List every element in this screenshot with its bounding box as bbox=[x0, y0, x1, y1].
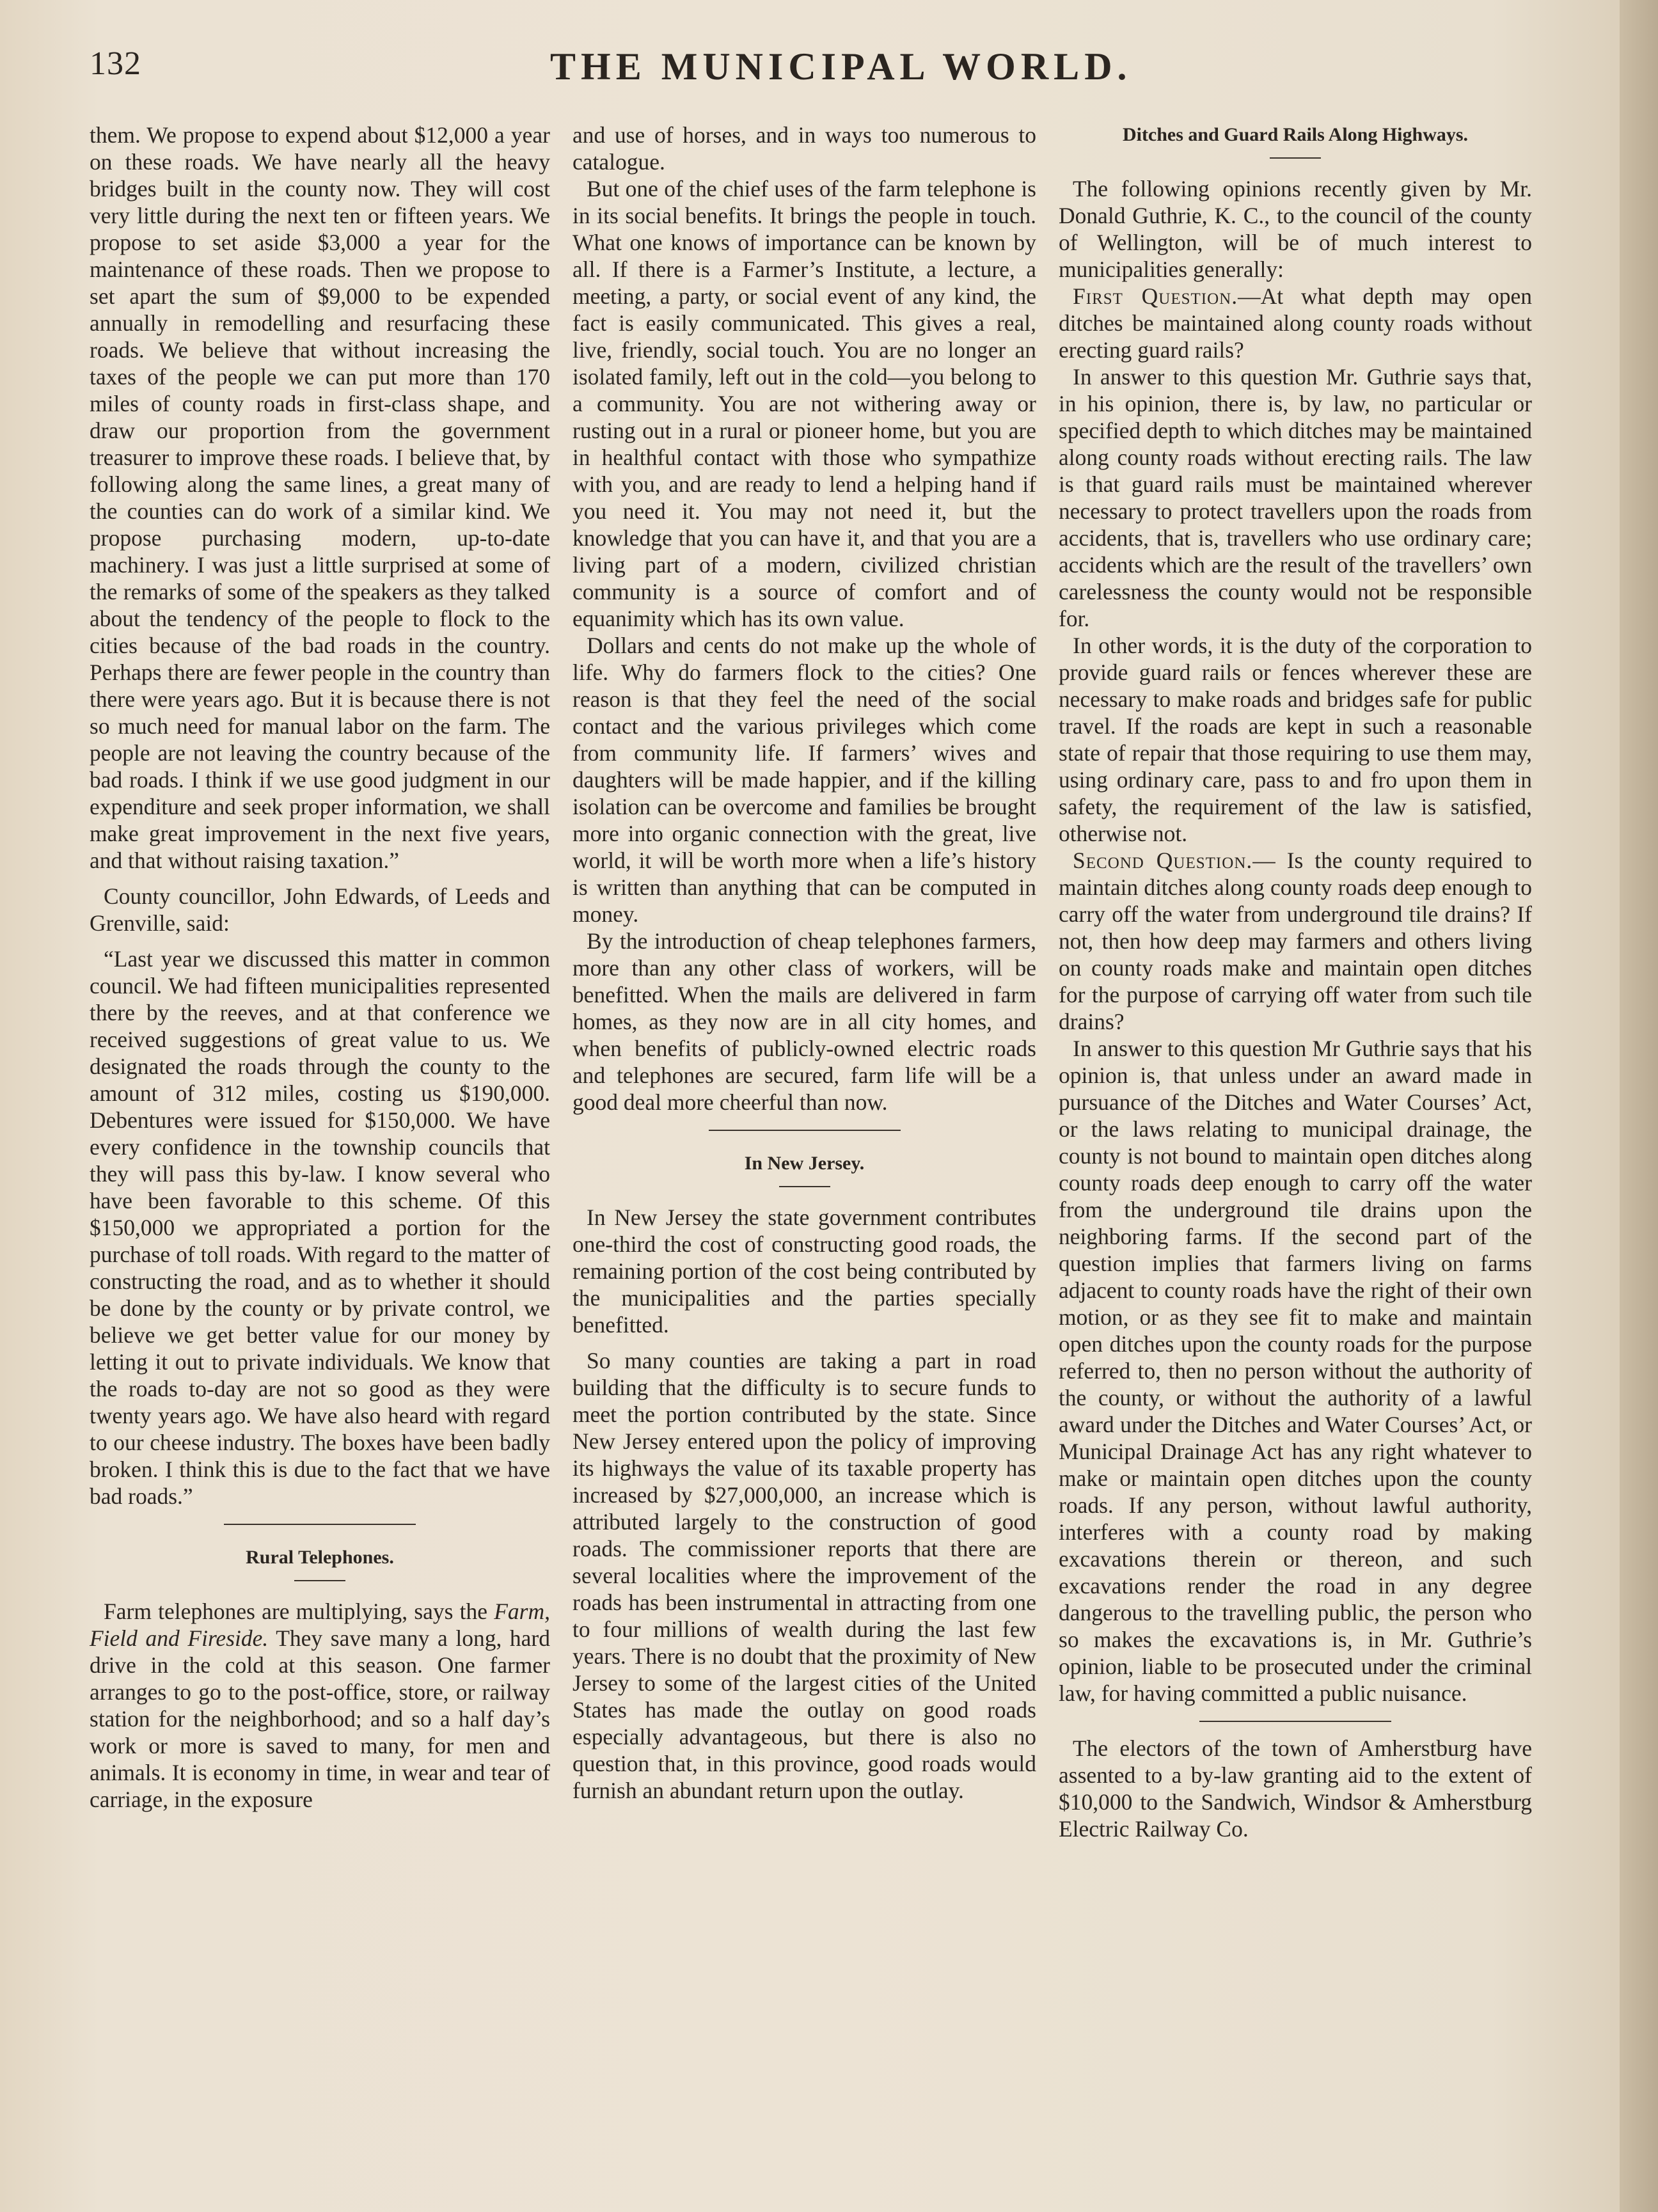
section-rule bbox=[1199, 1721, 1391, 1722]
paragraph: In other words, it is the duty of the corporation to provide guard rails or fences wherever these are necessary to make roads and bridges safe for public travel. If the roads are kept in such a reasonable state of repair that those requiring to use them may, using ordinary care, pass to and fro upon them in safety, the requirement of the law is satisfied, otherwise not. bbox=[1059, 633, 1532, 846]
text-run: — Is the county required to maintain ditches along county roads deep enough to carry off the water from underground tile drains? If not, then how deep may farmers and others living on county roads make and maintain open ditches for the purpose of carrying off water from such tile drains? bbox=[1059, 848, 1532, 1034]
question-label: Second Question. bbox=[1073, 848, 1253, 873]
text-run: —At what depth may open ditches be maintained along county roads without erecting guard rails? bbox=[1059, 283, 1532, 363]
paragraph: The following opinions recently given by Mr. Donald Guthrie, K. C., to the council of the county of Wellington, will be of much interest to municipalities generally: bbox=[1059, 176, 1532, 282]
paragraph: County councillor, John Edwards, of Leeds and Grenville, said: bbox=[90, 883, 550, 936]
paragraph: In answer to this question Mr Guthrie says that his opinion is, that unless under an award made in pursuance of the Ditches and Water Courses’ Act, or the laws relating to municipal drainage, the county is not bound to maintain open ditches along county roads deep enough to carry off the water from the underground tile drains upon the neighboring farms. If the second part of the question implies that farmers living on farms adjacent to county roads have the right of their own motion, or as they see fit to make and maintain open ditches upon the county roads for the purpose referred to, then no person without the authority of the county, or without the authority of a lawful award under the Ditches and Water Courses’ Act, or Municipal Drainage Act has any right whatever to make or maintain open ditches upon the county roads. If any person, without lawful authority, interferes with a county road by making excavations therein or thereon, and such excavations render the road in any degree dangerous to the travelling public, the person who so makes the excavations is, in Mr. Guthrie’s opinion, liable to be prosecuted under the criminal law, for having committed a public nuisance. bbox=[1059, 1036, 1532, 1706]
text-run: Farm telephones are multiplying, says the bbox=[104, 1599, 494, 1624]
heading-rule bbox=[1270, 157, 1321, 159]
paragraph bbox=[1059, 847, 1532, 1035]
heading-rule bbox=[294, 1580, 345, 1581]
paragraph: In New Jersey the state government contributes one-third the cost of constructing good roads, the remaining portion of the cost being contributed by the municipalities and the parties specially benefitted. bbox=[572, 1205, 1036, 1338]
paragraph: So many counties are taking a part in road building that the difficulty is to secure funds to meet the portion contributed by the state. Since New Jersey entered upon the policy of improving its highways the value of its taxable property has increased by $27,000,000, an increase which is attributed largely to the construction of good roads. The commissioner reports that there are several localities where the improvement of the roads has been instrumental in attracting from one to four millions of wealth during the last few years. There is no doubt that the proximity of New Jersey to some of the largest cities of the United States has made the outlay on good roads especially advantageous, but there is also no question that, in this province, good roads would furnish an abundant return upon the outlay. bbox=[572, 1348, 1036, 1803]
page-edge bbox=[1620, 0, 1658, 2212]
section-rule bbox=[709, 1130, 901, 1131]
journal-title: THE MUNICIPAL WORLD. bbox=[550, 45, 1132, 88]
paragraph: and use of horses, and in ways too numerous to catalogue. bbox=[572, 122, 1036, 175]
paragraph: By the introduction of cheap telephones farmers, more than any other class of workers, will be benefitted. When the mails are delivered in farm homes, as they now are in all city homes, and when benefits of publicly-owned electric roads and telephones are secured, farm life will be a good deal more cheerful than now. bbox=[572, 928, 1036, 1115]
paragraph: Dollars and cents do not make up the whole of life. Why do farmers flock to the cities? One reason is that they feel the need of the social contact and the various privileges which come from community life. If farmers’ wives and daughters will be made happier, and if the killing isolation can be overcome and families be brought more into organic connection with the great, live world, it will be worth more when a life’s history is written than anything that can be computed in money. bbox=[572, 633, 1036, 927]
page-number: 132 bbox=[90, 45, 141, 82]
heading-rule bbox=[779, 1186, 830, 1187]
paragraph: The electors of the town of Amherstburg have assented to a by-law granting aid to the extent of $10,000 to the Sandwich, Windsor & Amherstburg Electric Railway Co. bbox=[1059, 1735, 1532, 1842]
paragraph bbox=[1059, 283, 1532, 363]
section-rule bbox=[224, 1524, 416, 1525]
column-2 bbox=[572, 122, 1036, 1804]
section-heading-ditches: Ditches and Guard Rails Along Highways. bbox=[1122, 124, 1469, 145]
paragraph: But one of the chief uses of the farm telephone is in its social benefits. It brings the people in touch. What one knows of importance can be known by all. If there is a Farmer’s Institute, a lecture, a meeting, a party, or social event of any kind, the fact is easily communicated. This gives a real, live, friendly, social touch. You are no longer an isolated family, left out in the cold—you belong to a community. You are not withering away or rusting out in a rural or pioneer home, but you are in healthful contact with those who sympathize with you, and are ready to lend a helping hand if you need it. You may not need it, but the knowledge that you can have it, and that you are a living part of a modern, civilized christian community is a source of comfort and of equanimity which has its own value. bbox=[572, 176, 1036, 631]
section-heading-new-jersey: In New Jersey. bbox=[744, 1153, 865, 1174]
text-run: They save many a long, hard drive in the cold at this season. One farmer arranges to go to the post-office, store, or railway station for the neighborhood; and so a half day’s work or more is saved to many, for men and animals. It is economy in time, in wear and tear of carriage, in the exposure bbox=[90, 1625, 551, 1812]
paragraph: them. We propose to expend about $12,000 a year on these roads. We have nearly all the heavy bridges built in the county now. They will cost very little during the next ten or fifteen years. We propose to set aside $3,000 a year for the maintenance of these roads. Then we propose to set apart the sum of $9,000 to be expended annually in remodelling and resurfacing these roads. We believe that without increasing the taxes of the people we can put more than 170 miles of county roads in first-class shape, and draw our proportion from the government treasurer to improve these roads. I believe that, by following along the same lines, a great many of the counties can do work of a similar kind. We propose purchasing modern, up-to-date machinery. I was just a little surprised at some of the remarks of some of the speakers as they talked about the tendency of the people to flock to the cities because of the bad roads in the country. Perhaps there are fewer people in the country than there were years ago. But it is because there is not so much need for manual labor on the farm. The people are not leaving the country because of the bad roads. I think if we use good judgment in our expenditure and seek proper information, we shall make great improvement in the next five years, and that without raising taxation.” bbox=[90, 122, 550, 873]
paragraph: In answer to this question Mr. Guthrie says that, in his opinion, there is, by law, no particular or specified depth to which ditches may be maintained along county roads without erecting rails. The law is that guard rails must be maintained wherever necessary to protect travellers upon the roads from accidents, that is, travellers who use ordinary care; accidents which are the result of the travellers’ own carelessness the county would not be responsible for. bbox=[1059, 364, 1532, 631]
publication-title: Farm, Field and Fireside. bbox=[90, 1599, 550, 1651]
quote-paragraph: “Last year we discussed this matter in common council. We had fifteen municipalities represented there by the reeves, and at that conference we received suggestions of great value to us. We designated the roads through the county to the amount of 312 miles, costing us $190,000. Debentures were issued for $150,000. We have every confidence in the township councils that they will pass this by-law. I know several who have been favorable to this scheme. Of this $150,000 we appropriated a portion for the purchase of toll roads. With regard to the matter of constructing the road, and as to whether it should be done by the county or by private control, we believe we get better value for our money by letting it out to private individuals. We know that the roads to-day are not so good as they were twenty years ago. We have also heard with regard to our cheese industry. The boxes have been badly broken. I think this is due to the fact that we have bad roads.” bbox=[90, 946, 550, 1509]
column-1 bbox=[90, 122, 550, 1813]
paragraph bbox=[90, 1598, 550, 1813]
question-label: First Question. bbox=[1073, 283, 1238, 309]
page-header bbox=[90, 45, 1139, 102]
section-heading-rural-telephones: Rural Telephones. bbox=[246, 1547, 394, 1568]
column-3 bbox=[1059, 122, 1532, 1842]
